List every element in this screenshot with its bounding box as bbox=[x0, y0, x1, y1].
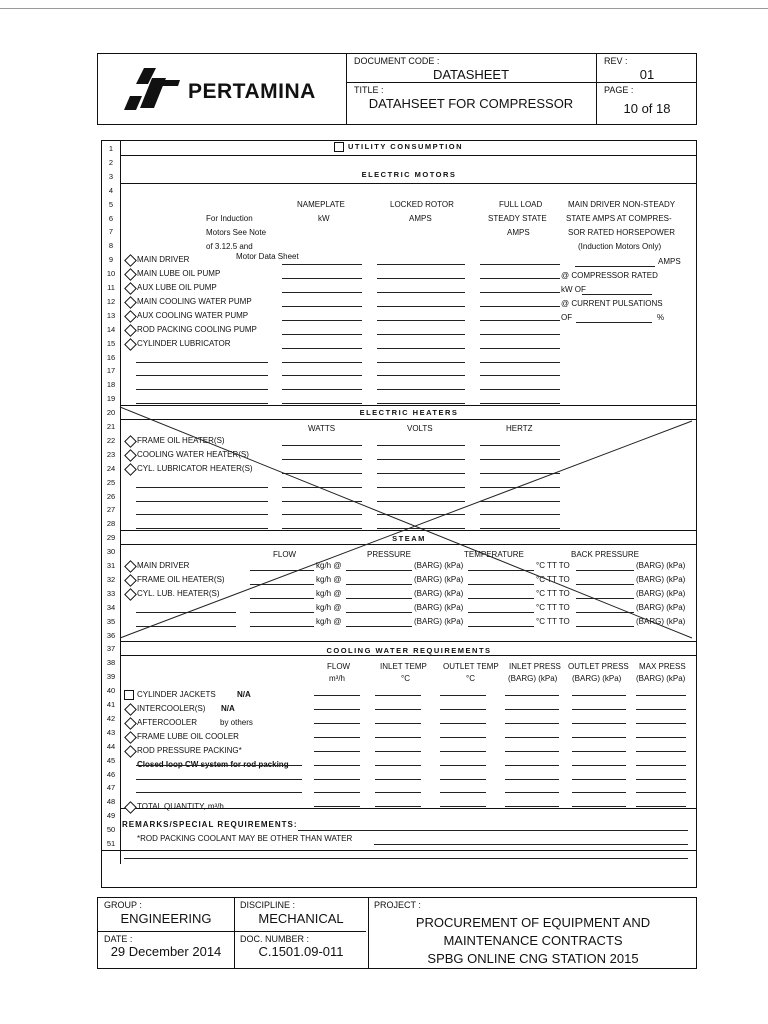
row-number: 36 bbox=[106, 630, 116, 640]
section-electric-motors: ELECTRIC MOTORS bbox=[361, 170, 457, 179]
row-number: 24 bbox=[106, 463, 116, 473]
row-number: 10 bbox=[106, 269, 116, 279]
row-number: 41 bbox=[106, 700, 116, 709]
rev-label: REV : bbox=[604, 56, 628, 66]
row-number: 7 bbox=[108, 227, 114, 237]
row-number: 50 bbox=[106, 825, 116, 835]
doc-number-value: C.1501.09-011 bbox=[258, 944, 344, 959]
row-number: 43 bbox=[106, 727, 116, 737]
row-number: 40 bbox=[106, 686, 116, 696]
col-inlet-press-unit: (BARG) (kPa) bbox=[508, 674, 558, 683]
col-max-press: MAX PRESS bbox=[639, 662, 686, 671]
row-number: 49 bbox=[106, 811, 116, 821]
motor-item-label: MAIN COOLING WATER PUMP bbox=[137, 296, 252, 306]
row-number: 46 bbox=[106, 769, 116, 779]
row-number: 34 bbox=[106, 602, 116, 612]
motor-item-label: MAIN LUBE OIL PUMP bbox=[137, 269, 221, 279]
pct-label: % bbox=[657, 313, 665, 322]
row-number: 28 bbox=[106, 519, 116, 529]
heater-item-label: CYL. LUBRICATOR HEATER(S) bbox=[137, 463, 253, 473]
discipline-value: MECHANICAL bbox=[258, 911, 344, 926]
col-main-driver: MAIN DRIVER NON-STEADY bbox=[568, 200, 676, 209]
closed-loop-note: Closed loop CW system for rod packing bbox=[137, 760, 289, 769]
kw-of-label: kW OF bbox=[561, 285, 586, 294]
col-amps: AMPS bbox=[507, 228, 530, 237]
row-number: 9 bbox=[108, 255, 114, 265]
row-number: 16 bbox=[106, 352, 116, 362]
barg-label: (BARG) (kPa) bbox=[414, 561, 464, 570]
frame-lube-label: FRAME LUBE OIL COOLER bbox=[137, 732, 239, 741]
col-flow: FLOW bbox=[327, 662, 351, 671]
col-main-driver: (Induction Motors Only) bbox=[578, 242, 662, 251]
col-outlet-temp-unit: °C bbox=[466, 674, 475, 683]
cylinder-jackets-value: N/A bbox=[237, 690, 251, 699]
col-main-driver: STATE AMPS AT COMPRES- bbox=[566, 214, 672, 223]
intercooler-label: INTERCOOLER(S) bbox=[137, 704, 206, 713]
of-label: OF bbox=[561, 313, 573, 322]
row-number: 48 bbox=[106, 797, 116, 807]
motor-item-label: MAIN DRIVER bbox=[137, 255, 190, 265]
aftercooler-label: AFTERCOOLER bbox=[137, 718, 198, 727]
row-number: 44 bbox=[106, 741, 116, 751]
cross-out-marks bbox=[102, 141, 698, 889]
col-flow-unit: m³/h bbox=[329, 674, 345, 683]
barg-label: (BARG) (kPa) bbox=[636, 616, 686, 626]
motors-note: For Induction bbox=[206, 214, 253, 223]
ctt-label: °C TT TO bbox=[536, 574, 570, 584]
motors-note: Motors See Note bbox=[206, 228, 267, 237]
row-number: 6 bbox=[108, 213, 114, 223]
row-number: 25 bbox=[106, 477, 116, 487]
row-number: 20 bbox=[106, 408, 116, 418]
doc-code-label: DOCUMENT CODE : bbox=[354, 56, 440, 66]
row-number: 1 bbox=[108, 144, 114, 153]
motors-note: Motor Data Sheet bbox=[236, 252, 299, 261]
col-outlet-press-unit: (BARG) (kPa) bbox=[572, 674, 622, 683]
row-number: 23 bbox=[106, 449, 116, 459]
doc-code: DATASHEET bbox=[432, 67, 510, 82]
barg-label: (BARG) (kPa) bbox=[414, 616, 464, 626]
row-number: 37 bbox=[106, 644, 116, 654]
doc-title: DATAHSEET FOR COMPRESSOR bbox=[368, 96, 574, 111]
cylinder-jackets-label: CYLINDER JACKETS bbox=[137, 690, 216, 699]
col-outlet-press: OUTLET PRESS bbox=[568, 662, 629, 671]
discipline-label: DISCIPLINE : bbox=[240, 900, 296, 910]
datasheet-form bbox=[101, 140, 697, 888]
row-number: 38 bbox=[106, 658, 116, 668]
row-number: 19 bbox=[106, 394, 116, 404]
row-number: 11 bbox=[107, 283, 115, 292]
motor-item-label: CYLINDER LUBRICATOR bbox=[137, 338, 231, 348]
date-label: DATE : bbox=[104, 934, 133, 944]
row-number: 32 bbox=[106, 574, 116, 584]
motor-item-label: AUX COOLING WATER PUMP bbox=[137, 310, 249, 320]
col-outlet-temp: OUTLET TEMP bbox=[443, 662, 499, 671]
barg-label: (BARG) (kPa) bbox=[636, 574, 686, 584]
col-watts: WATTS bbox=[308, 424, 336, 433]
col-max-press-unit: (BARG) (kPa) bbox=[636, 674, 686, 683]
ctt-label: °C TT TO bbox=[536, 616, 570, 626]
col-back-pressure: BACK PRESSURE bbox=[571, 550, 640, 559]
at-rated-label: @ COMPRESSOR RATED bbox=[561, 271, 658, 280]
kgh-label: kg/h @ bbox=[316, 574, 342, 584]
col-kw: kW bbox=[318, 214, 330, 223]
barg-label: (BARG) (kPa) bbox=[636, 561, 686, 570]
at-current-label: @ CURRENT PULSATIONS bbox=[561, 299, 663, 308]
steam-item-label: CYL. LUB. HEATER(S) bbox=[137, 588, 220, 598]
row-number: 30 bbox=[106, 547, 116, 557]
ctt-label: °C TT TO bbox=[536, 602, 570, 612]
col-temperature: TEMPERATURE bbox=[464, 550, 524, 559]
kgh-label: kg/h @ bbox=[316, 616, 342, 626]
row-number: 39 bbox=[106, 672, 116, 682]
pertamina-logo bbox=[122, 68, 182, 112]
document-footer bbox=[97, 897, 697, 969]
col-inlet-temp-unit: °C bbox=[401, 674, 410, 683]
col-flow: FLOW bbox=[273, 550, 297, 559]
row-number: 5 bbox=[108, 199, 114, 209]
heater-item-label: FRAME OIL HEATER(S) bbox=[137, 435, 225, 445]
remarks-heading: REMARKS/SPECIAL REQUIREMENTS: bbox=[122, 820, 298, 829]
barg-label: (BARG) (kPa) bbox=[414, 588, 464, 598]
kgh-label: kg/h @ bbox=[316, 561, 342, 570]
col-amps: AMPS bbox=[409, 214, 432, 223]
group-label: GROUP : bbox=[104, 900, 142, 910]
col-hertz: HERTZ bbox=[506, 424, 533, 433]
row-number: 26 bbox=[106, 491, 116, 501]
kgh-label: kg/h @ bbox=[316, 588, 342, 598]
row-number: 17 bbox=[106, 366, 116, 376]
logo-text: PERTAMINA bbox=[188, 80, 316, 103]
barg-label: (BARG) (kPa) bbox=[636, 588, 686, 598]
col-pressure: PRESSURE bbox=[367, 550, 412, 559]
row-number: 22 bbox=[106, 435, 116, 445]
section-steam: STEAM bbox=[392, 534, 426, 543]
row-number: 42 bbox=[106, 713, 116, 723]
document-header bbox=[97, 53, 697, 125]
row-number: 31 bbox=[106, 561, 116, 570]
col-inlet-press: INLET PRESS bbox=[509, 662, 561, 671]
barg-label: (BARG) (kPa) bbox=[636, 602, 686, 612]
row-number: 18 bbox=[106, 380, 116, 390]
row-number: 51 bbox=[106, 839, 116, 848]
project-line: MAINTENANCE CONTRACTS bbox=[443, 933, 623, 948]
project-line: SPBG ONLINE CNG STATION 2015 bbox=[427, 951, 639, 966]
top-rule bbox=[0, 8, 768, 9]
row-number: 47 bbox=[106, 783, 116, 793]
date-value: 29 December 2014 bbox=[110, 944, 222, 959]
row-number: 4 bbox=[108, 185, 114, 195]
motors-note: of 3.12.5 and bbox=[206, 242, 253, 251]
page-value: 10 of 18 bbox=[623, 101, 671, 116]
row-number: 14 bbox=[106, 324, 116, 334]
col-locked-rotor: LOCKED ROTOR bbox=[390, 200, 454, 209]
col-volts: VOLTS bbox=[407, 424, 433, 433]
col-inlet-temp: INLET TEMP bbox=[380, 662, 427, 671]
rev-value: 01 bbox=[639, 67, 655, 82]
row-number: 21 bbox=[106, 422, 116, 431]
ctt-label: °C TT TO bbox=[536, 588, 570, 598]
barg-label: (BARG) (kPa) bbox=[414, 574, 464, 584]
heater-item-label: COOLING WATER HEATER(S) bbox=[137, 449, 249, 459]
doc-number-label: DOC. NUMBER : bbox=[240, 934, 310, 944]
col-main-driver: SOR RATED HORSEPOWER bbox=[568, 228, 675, 237]
section-electric-heaters: ELECTRIC HEATERS bbox=[359, 408, 459, 417]
intercooler-value: N/A bbox=[221, 704, 235, 713]
section-utility: UTILITY CONSUMPTION bbox=[348, 142, 464, 151]
total-quantity-label: TOTAL QUANTITY, m³/h bbox=[137, 802, 224, 811]
row-number: 29 bbox=[106, 533, 116, 543]
row-number: 8 bbox=[108, 241, 114, 251]
row-number: 45 bbox=[106, 755, 116, 765]
col-nameplate: NAMEPLATE bbox=[297, 200, 345, 209]
col-steady-state: STEADY STATE bbox=[488, 214, 547, 223]
row-number: 12 bbox=[106, 296, 116, 306]
project-label: PROJECT : bbox=[374, 900, 421, 910]
row-number: 13 bbox=[106, 310, 116, 320]
title-label: TITLE : bbox=[354, 85, 384, 95]
barg-label: (BARG) (kPa) bbox=[414, 602, 464, 612]
steam-item-label: FRAME OIL HEATER(S) bbox=[137, 574, 225, 584]
project-line: PROCUREMENT OF EQUIPMENT AND bbox=[415, 915, 651, 930]
row-number: 35 bbox=[106, 616, 116, 626]
row-number: 2 bbox=[108, 157, 114, 167]
group-value: ENGINEERING bbox=[120, 911, 212, 926]
kgh-label: kg/h @ bbox=[316, 602, 342, 612]
row-number: 3 bbox=[108, 171, 114, 181]
row-number: 27 bbox=[106, 505, 116, 515]
ctt-label: °C TT TO bbox=[536, 561, 570, 570]
aftercooler-value: by others bbox=[220, 718, 253, 727]
motor-item-label: AUX LUBE OIL PUMP bbox=[137, 283, 217, 292]
steam-item-label: MAIN DRIVER bbox=[137, 561, 190, 570]
row-number: 15 bbox=[106, 338, 116, 348]
rod-press-label: ROD PRESSURE PACKING* bbox=[137, 746, 242, 755]
col-full-load: FULL LOAD bbox=[499, 200, 543, 209]
page-label: PAGE : bbox=[604, 85, 634, 95]
remarks-line: *ROD PACKING COOLANT MAY BE OTHER THAN WATER bbox=[137, 834, 353, 843]
motor-item-label: ROD PACKING COOLING PUMP bbox=[137, 324, 257, 334]
section-cooling-water: COOLING WATER REQUIREMENTS bbox=[326, 646, 492, 655]
amps-label: AMPS bbox=[658, 257, 681, 266]
row-number: 33 bbox=[106, 588, 116, 598]
